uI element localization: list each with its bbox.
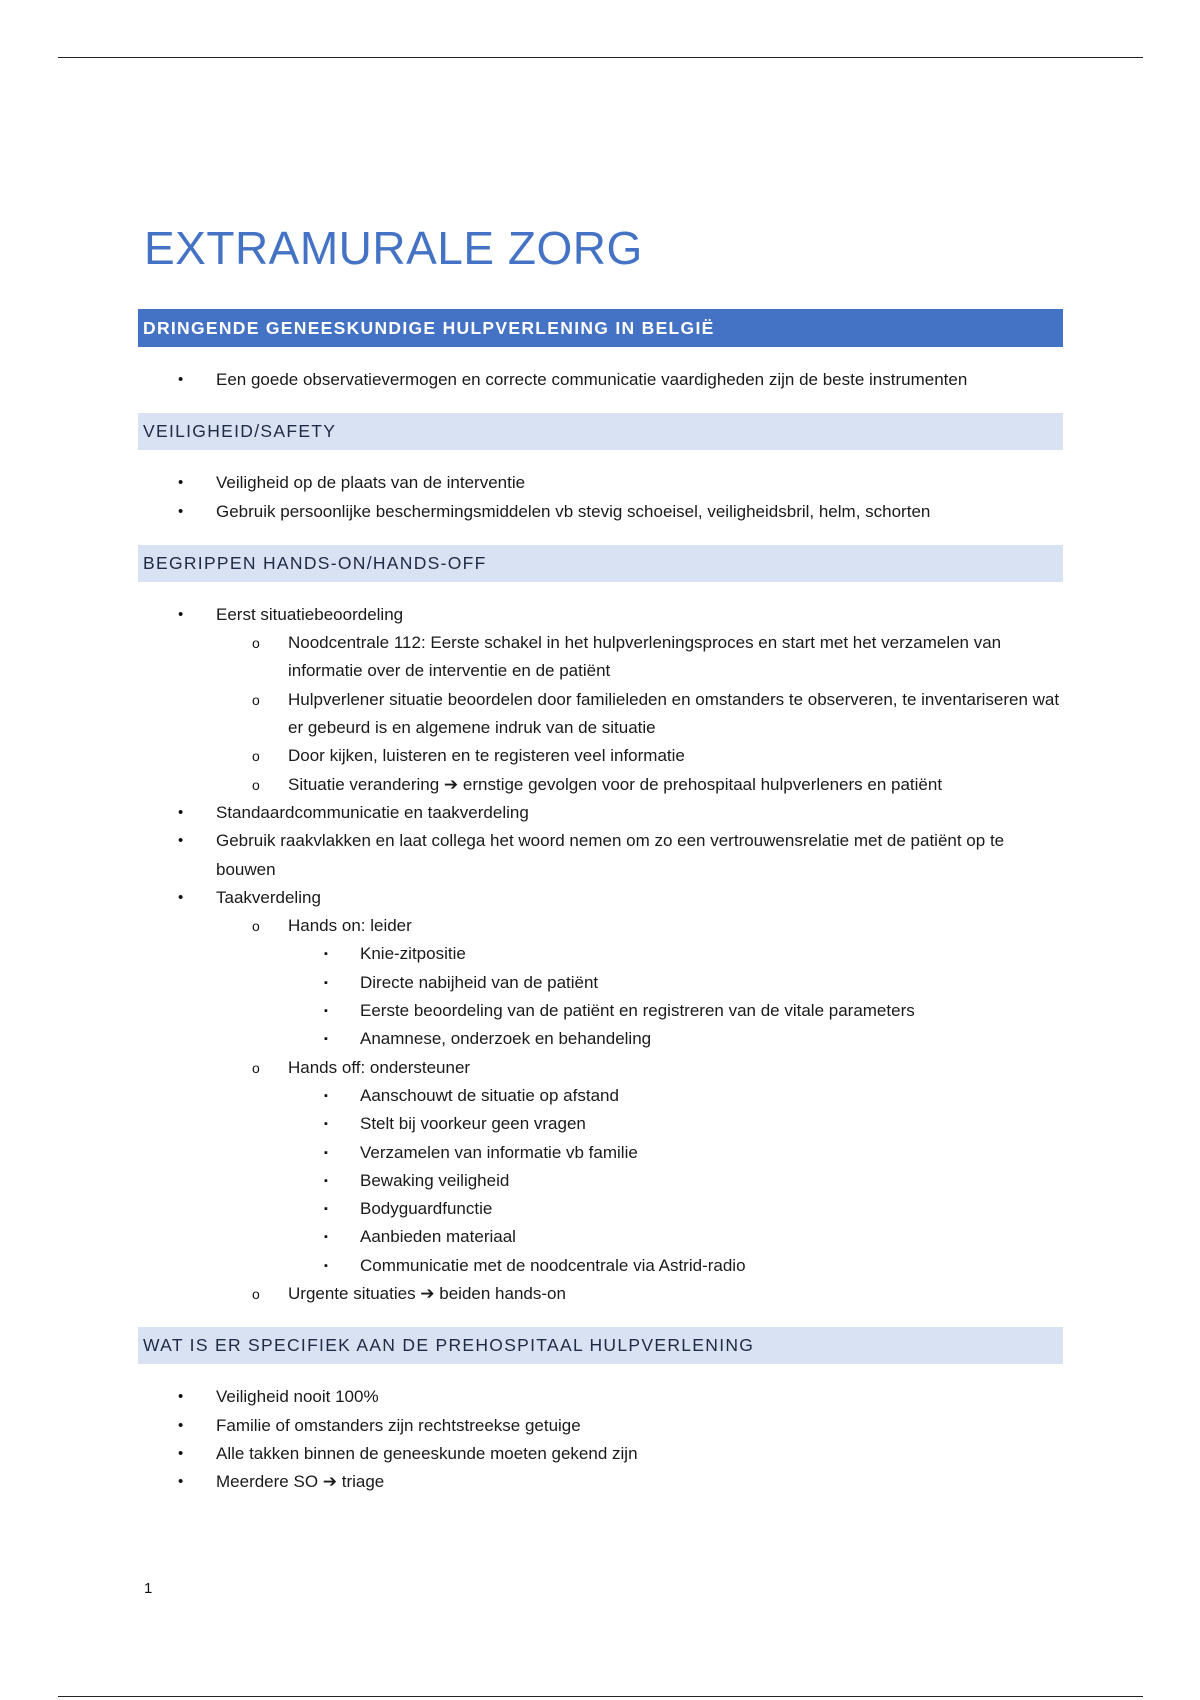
list-item: o Hands off: ondersteuner [138, 1054, 1063, 1082]
circle-bullet-icon: o [252, 691, 260, 708]
list-item: ▪ Bewaking veiligheid [138, 1167, 1063, 1195]
list-item: ▪ Directe nabijheid van de patiënt [138, 969, 1063, 997]
list-item: o Situatie verandering ➔ ernstige gevolgen voor de prehospitaal hulpverleners en patiënt [138, 771, 1063, 799]
list-item: • Gebruik raakvlakken en laat collega het woord nemen om zo een vertrouwensrelatie met de patiënt op te bouwen [138, 827, 1063, 884]
document-title: EXTRAMURALE ZORG [144, 222, 643, 274]
square-bullet-icon: ▪ [324, 1174, 328, 1187]
list-item: o Hulpverlener situatie beoordelen door familieleden en omstanders te observeren, te inventariseren wat er gebeurd is en algemene indruk van de situatie [138, 686, 1063, 743]
bullet-icon: • [178, 371, 184, 388]
list-item: • Gebruik persoonlijke beschermingsmiddelen vb stevig schoeisel, veiligheidsbril, helm, schorten [138, 498, 1063, 526]
list-item: o Noodcentrale 112: Eerste schakel in het hulpverleningsproces en start met het verzamelen van informatie over de interventie en de patiënt [138, 629, 1063, 686]
list-item: ▪ Anamnese, onderzoek en behandeling [138, 1025, 1063, 1053]
square-bullet-icon: ▪ [324, 1033, 328, 1046]
section-list-veiligheid [138, 469, 1063, 526]
list-item: ▪ Eerste beoordeling van de patiënt en registreren van de vitale parameters [138, 997, 1063, 1025]
section-heading-veiligheid: VEILIGHEID/SAFETY [138, 413, 1063, 450]
section-list-dringende [138, 366, 1063, 394]
header-rule [58, 57, 1143, 58]
list-item: • Standaardcommunicatie en taakverdeling [138, 799, 1063, 827]
list-item: ▪ Knie-zitpositie [138, 940, 1063, 968]
section-list-prehospitaal [138, 1383, 1063, 1496]
list-item: ▪ Verzamelen van informatie vb familie [138, 1139, 1063, 1167]
list-item: ▪ Aanschouwt de situatie op afstand [138, 1082, 1063, 1110]
bullet-icon: • [178, 1416, 184, 1434]
circle-bullet-icon: o [252, 918, 260, 935]
section-heading-hands-on-off: BEGRIPPEN HANDS-ON/HANDS-OFF [138, 545, 1063, 582]
square-bullet-icon: ▪ [324, 1146, 328, 1159]
square-bullet-icon: ▪ [324, 1259, 328, 1272]
list-item: ▪ Stelt bij voorkeur geen vragen [138, 1110, 1063, 1138]
list-item: • Familie of omstanders zijn rechtstreekse getuige [138, 1412, 1063, 1440]
document-page [138, 218, 1063, 1516]
list-item: • Eerst situatiebeoordeling [138, 601, 1063, 629]
list-item: • Meerdere SO ➔ triage [138, 1468, 1063, 1496]
circle-bullet-icon: o [252, 1286, 260, 1303]
section-heading-dringende: DRINGENDE GENEESKUNDIGE HULPVERLENING IN BELGIË [138, 309, 1063, 347]
circle-bullet-icon: o [252, 776, 260, 793]
list-item: ▪ Aanbieden materiaal [138, 1223, 1063, 1251]
list-item: • Veiligheid op de plaats van de interventie [138, 469, 1063, 497]
square-bullet-icon: ▪ [324, 1203, 328, 1216]
list-item: o Hands on: leider [138, 912, 1063, 940]
bullet-icon: • [178, 1388, 184, 1406]
bullet-icon: • [178, 474, 184, 492]
list-item: • Een goede observatievermogen en correcte communicatie vaardigheden zijn de beste instrumenten [138, 366, 1063, 394]
list-item: ▪ Bodyguardfunctie [138, 1195, 1063, 1223]
list-item: o Door kijken, luisteren en te registeren veel informatie [138, 742, 1063, 770]
section-heading-prehospitaal: WAT IS ER SPECIFIEK AAN DE PREHOSPITAAL HULPVERLENING [138, 1327, 1063, 1364]
square-bullet-icon: ▪ [324, 1089, 328, 1102]
bullet-icon: • [178, 832, 184, 850]
square-bullet-icon: ▪ [324, 976, 328, 989]
list-item: • Taakverdeling [138, 884, 1063, 912]
bullet-icon: • [178, 888, 184, 906]
square-bullet-icon: ▪ [324, 1231, 328, 1244]
bullet-icon: • [178, 502, 184, 520]
bullet-icon: • [178, 803, 184, 821]
circle-bullet-icon: o [252, 635, 260, 652]
page-number: 1 [144, 1580, 153, 1597]
square-bullet-icon: ▪ [324, 1118, 328, 1131]
circle-bullet-icon: o [252, 1059, 260, 1076]
bullet-icon: • [178, 1444, 184, 1462]
section-list-hands-on-off [138, 601, 1063, 1308]
footer-rule [58, 1696, 1143, 1697]
bullet-icon: • [178, 1473, 184, 1491]
bullet-icon: • [178, 605, 184, 623]
list-item: ▪ Communicatie met de noodcentrale via Astrid-radio [138, 1252, 1063, 1280]
list-item: • Alle takken binnen de geneeskunde moeten gekend zijn [138, 1440, 1063, 1468]
list-item: • Veiligheid nooit 100% [138, 1383, 1063, 1411]
circle-bullet-icon: o [252, 748, 260, 765]
square-bullet-icon: ▪ [324, 1005, 328, 1018]
square-bullet-icon: ▪ [324, 948, 328, 961]
list-item: o Urgente situaties ➔ beiden hands-on [138, 1280, 1063, 1308]
